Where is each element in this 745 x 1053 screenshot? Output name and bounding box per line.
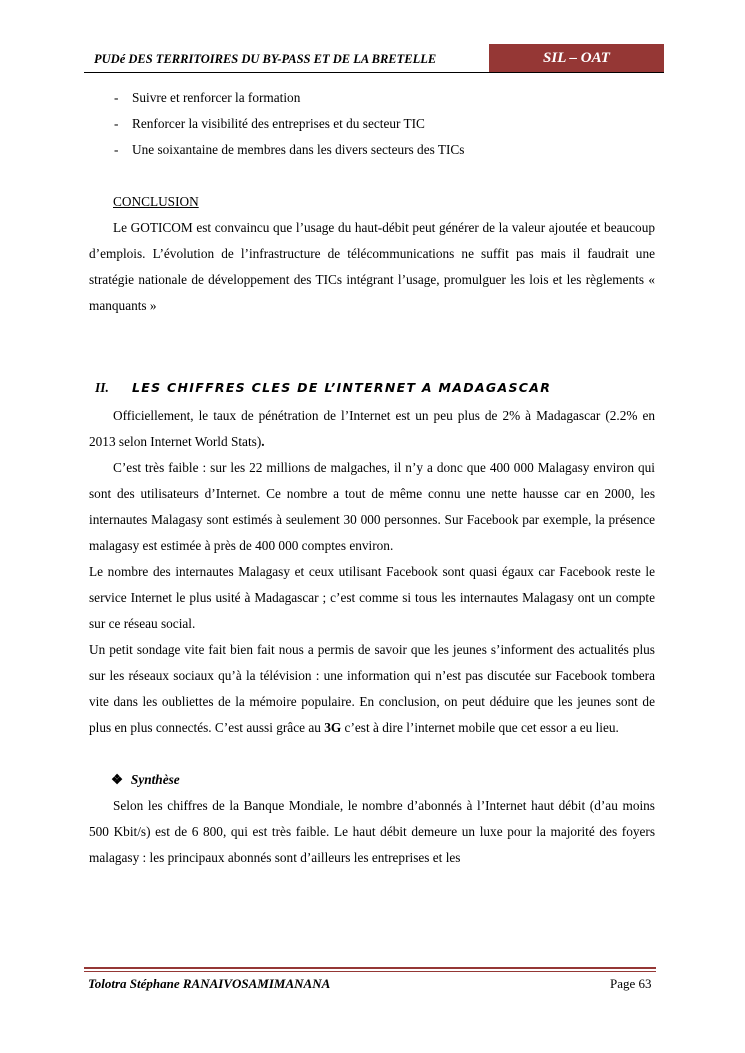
conclusion-heading: CONCLUSION: [113, 194, 199, 209]
conclusion-paragraph: Le GOTICOM est convaincu que l’usage du haut-débit peut générer de la valeur ajoutée et beaucoup d’emplois. L’évolution de l’infrastructure de télécommunications ne suffit pas mais il faudrait une stratégie nationale de développement des TICs intégrant l’usage, promulguer les lois et les règlements « manquants »: [89, 220, 655, 313]
section-heading: [89, 375, 655, 401]
header-rule: [84, 72, 664, 73]
page-header: [84, 44, 664, 74]
synthese-paragraph: Selon les chiffres de la Banque Mondiale, le nombre d’abonnés à l’Internet haut débit (d’au moins 500 Kbit/s) est de 6 800, qui est très faible. Le haut débit demeure un luxe pour la majorité des foyers malagasy : les principaux abonnés sont d’ailleurs les entreprises et les: [89, 798, 655, 865]
page-content: [89, 85, 655, 871]
bullet-item: - Une soixantaine de membres dans les divers secteurs des TICs: [114, 142, 465, 157]
header-title: PUDé DES TERRITOIRES DU BY-PASS ET DE LA BRETELLE: [94, 52, 437, 66]
bullet-item: - Renforcer la visibilité des entreprises et du secteur TIC: [114, 116, 425, 131]
header-badge: SIL – OAT: [489, 44, 664, 72]
footer-author: Tolotra Stéphane RANAIVOSAMIMANANA: [88, 976, 331, 991]
footer-rule: [84, 971, 656, 972]
paragraph: C’est très faible : sur les 22 millions de malgaches, il n’y a donc que 400 000 Malagasy environ qui sont des utilisateurs d’Internet. Ce nombre a tout de même connu une nette hausse car en 2000, les internautes Malagasy sont estimés à seulement 30 000 personnes. Sur Facebook par exemple, la présence malagasy est estimée à près de 400 000 comptes environ.: [89, 460, 655, 553]
paragraph: Le nombre des internautes Malagasy et ceux utilisant Facebook sont quasi égaux car Facebook reste le service Internet le plus usité à Madagascar ; c’est comme si tous les internautes Malagasy ont un compte sur ce réseau social.: [89, 564, 655, 631]
paragraph: Un petit sondage vite fait bien fait nous a permis de savoir que les jeunes s’informent des actualités plus sur les réseaux sociaux qu’à la télévision : une information qui n’est pas discutée sur Facebook tombera vite dans les oubliettes de la mémoire populaire. En conclusion, on peut déduire que les jeunes sont de plus en plus connectés. C’est aussi grâce au 3G c’est à dire l’internet mobile que cet essor a eu lieu.: [89, 642, 655, 735]
section-title: LES CHIFFRES CLES DE L’INTERNET A MADAGASCAR: [132, 380, 552, 395]
page-number: Page 63: [610, 976, 652, 991]
section-number: II.: [95, 380, 109, 395]
synthese-heading: ❖ Synthèse: [111, 772, 180, 787]
bullet-item: - Suivre et renforcer la formation: [114, 90, 301, 105]
paragraph: Officiellement, le taux de pénétration de l’Internet est un peu plus de 2% à Madagascar (2.2% en 2013 selon Internet World Stats).: [89, 408, 655, 449]
footer-rule: [84, 967, 656, 969]
diamond-bullet-icon: ❖: [111, 772, 123, 787]
